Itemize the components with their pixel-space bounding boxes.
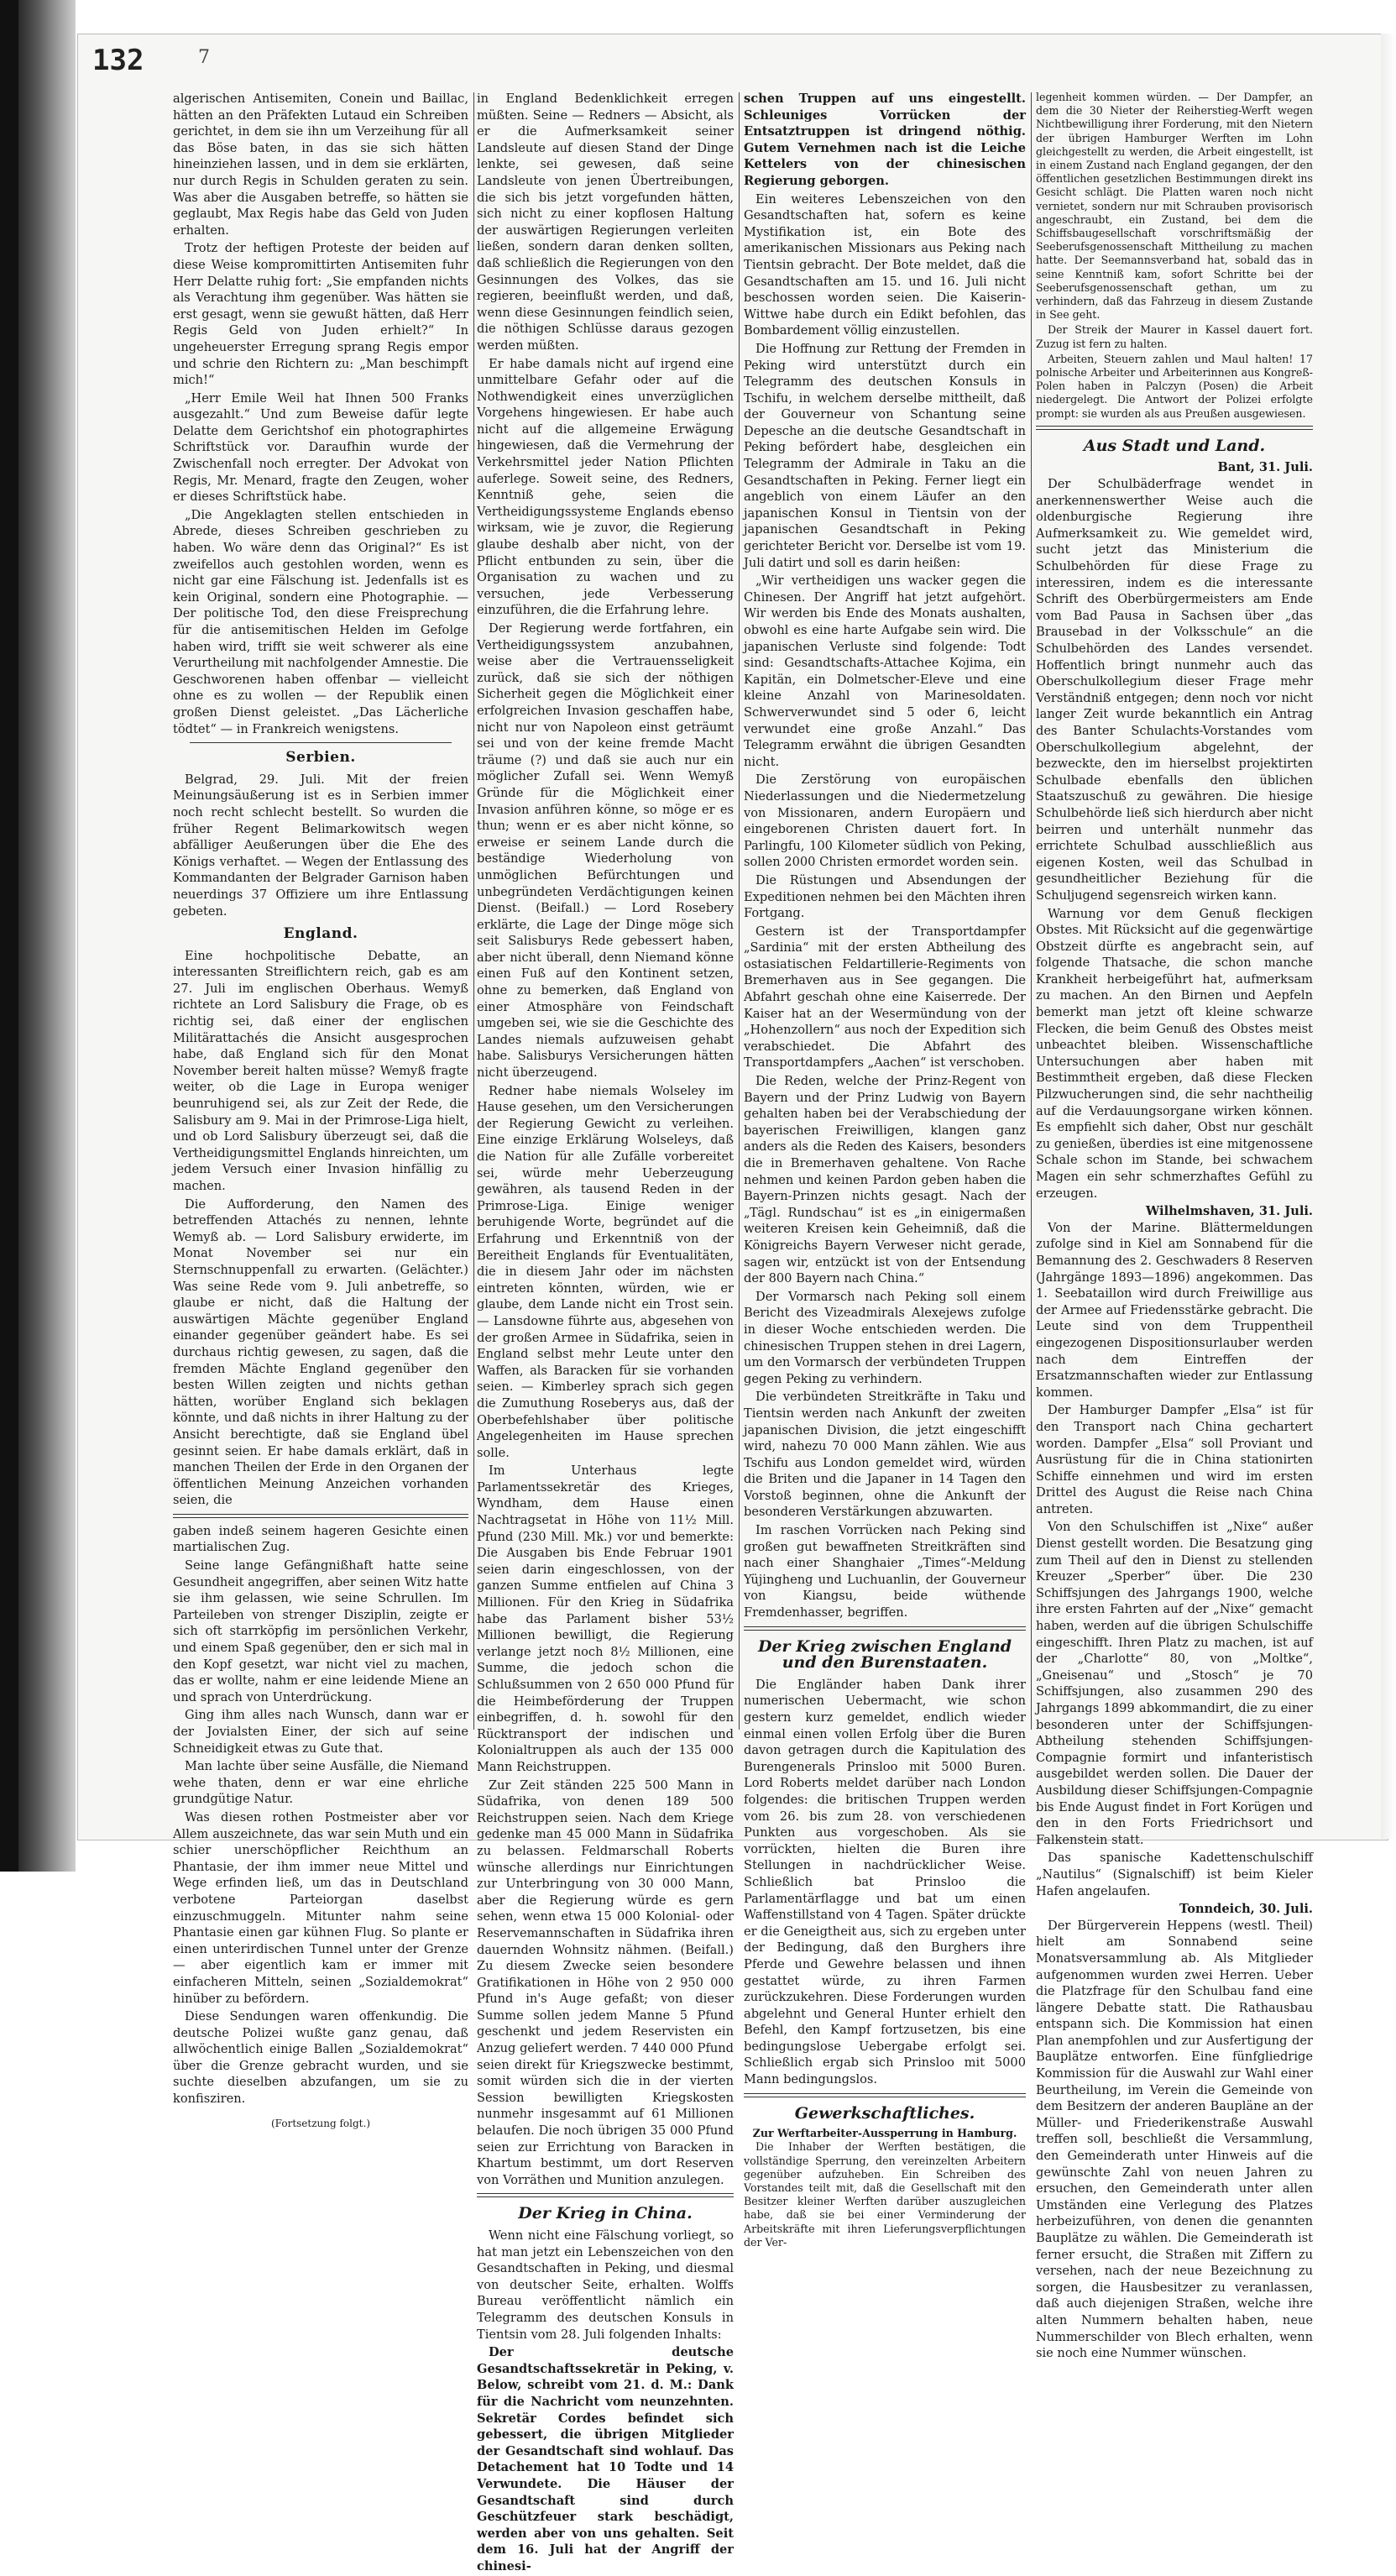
article-paragraph: „Wir vertheidigen uns wacker gegen die Chinesen. Der Angriff hat jetzt aufgehört. Wir werden bis Ende des Monats aushalten, obwohl es eine harte Aufgabe sein wird. Die japanischen Verluste sind folgende: Todt sind: Gesandtschafts-Attachee Kojima, ein Kapitän, ein Dolmetscher-Eleve und eine kleine Anzahl von Marinesoldaten. Schwerverwundet sind 5 oder 6, leicht verwundet eine große Anzahl.“ Das Telegramm erwähnt die übrigen Gesandten nicht. bbox=[744, 573, 1026, 769]
feuilleton-paragraph: gaben indeß seinem hageren Gesichte einen martialischen Zug. bbox=[173, 1523, 468, 1555]
book-binding bbox=[18, 0, 76, 1872]
column-rule bbox=[473, 92, 474, 1730]
page-mark: 7 bbox=[198, 47, 210, 68]
section-heading-boer-war: Der Krieg zwischen England und den Burenstaaten. bbox=[757, 1636, 1012, 1673]
column-4 bbox=[1036, 91, 1313, 2364]
article-paragraph: Der Schulbäderfrage wendet in anerkennenswerther Weise auch die oldenburgische Regierung ihre Aufmerksamkeit zu. Wie gemeldet wird, sucht jetzt das Ministerium die Schulbehörden für diese Frage zu interessiren, indem es die interessante Schrift des Oberbürgermeisters am Ende vom Bad Pausa in Sachsen über „das Brausebad in der Volksschule“ an die Schulbehörden des Landes versendet. Hoffentlich bringt nunmehr auch das Oberschulkollegium dieser Frage mehr Verständniß entgegen; denn noch vor nicht langer Zeit wurde bekanntlich ein Antrag des Banter Schulachts-Vorstandes vom Oberschulkollegium abgelehnt, der bezweckte, den im hierselbst projektirten Schulbade ebenfalls den üblichen Staatszuschuß zu gewähren. Die hiesige Schulbehörde ließ sich hierdurch aber nicht beirren und unterhält nunmehr das errichtete Schulbad ausschließlich aus eigenen Kosten, weil das Schulbad in gesundheitlicher Beziehung für die Schuljugend segensreich wirken kann. bbox=[1036, 477, 1313, 903]
telegram-paragraph: Der deutsche Gesandtschaftssekretär in Peking, v. Below, schreibt vom 21. d. M.: Dank für die Nachricht vom neunzehnten. Sekretär Cordes befindet sich gebessert, die übrigen Mitglieder der Gesandtschaft sind wohlauf. Das Detachement hat 10 Todte und 14 Verwundete. Die Häuser der Gesandtschaft sind durch Geschützfeuer stark beschädigt, werden aber von uns gehalten. Seit dem 16. Juli hat der Angriff der chinesi- bbox=[477, 2345, 734, 2573]
section-divider bbox=[190, 742, 452, 743]
dateline: Tonndeich, 30. Juli. bbox=[1179, 1902, 1313, 1917]
telegram-paragraph: schen Truppen auf uns eingestellt. Schleuniges Vorrücken der Entsatztruppen ist dringend nöthig. Gutem Vernehmen nach ist die Leiche Kettelers von der chinesischen Regierung geborgen. bbox=[744, 92, 1026, 188]
scan-border bbox=[0, 0, 18, 1872]
feuilleton-paragraph: Was diesen rothen Postmeister aber vor Allem auszeichnete, das war sein Muth und ein schier unerschöpflicher Reichthum an Phantasie, der ihm immer neue Mittel und Wege erfinden ließ, um das in Deutschland verbotene Parteiorgan daselbst einzuschmuggeln. Mitunter nahm seine Phantasie einen gar kühnen Flug. So plante er einen unterirdischen Tunnel unter der Grenze — aber eigentlich kam er immer mit einfacheren Mitteln, seinen „Sozialdemokrat“ hinüber zu befördern. bbox=[173, 1809, 468, 2006]
article-paragraph: Ein weiteres Lebenszeichen von den Gesandtschaften hat, sofern es keine Mystifikation ist, ein Bote des amerikanischen Missionars aus Peking nach Tientsin gebracht. Der Bote meldet, daß die Gesandtschaften am 15. und 16. Juli nicht beschossen worden seien. Die Kaiserin-Wittwe habe durch ein Edikt befohlen, das Bombardement völlig einzustellen. bbox=[744, 191, 1026, 338]
article-paragraph: Die Aufforderung, den Namen des betreffenden Attachés zu nennen, lehnte Wemyß ab. — Lord Salisbury erwiderte, im Monat November sei nur ein Sternschnuppenfall zu erwarten. (Gelächter.) Was seine Rede vom 9. Juli anbetreffe, so glaube er nicht, daß die Haltung der auswärtigen Mächte gegenüber England einander gegenüber geändert habe. Es sei durchaus richtig gewesen, zu sagen, daß die fremden Mächte England gegenüber den besten Willen zeigten und nichts gethan hätten, worüber England sich beklagen könnte, und daß nichts in ihrer Haltung zu der Ansicht berechtigte, daß sie England übel gesinnt seien. Er habe damals erklärt, daß in manchen Theilen der Erde in den Organen der öffentlichen Meinung Anzeichen vorhanden seien, die bbox=[173, 1196, 468, 1508]
feuilleton-paragraph: Ging ihm alles nach Wunsch, dann war er der Jovialsten Einer, der sich auf seine Schneidigkeit etwas zu Gute that. bbox=[173, 1708, 468, 1756]
section-heading-gewerkschaftliches: Gewerkschaftliches. bbox=[794, 2103, 975, 2123]
article-paragraph: Im Unterhaus legte Parlamentssekretär des Krieges, Wyndham, dem Hause einen Nachtragsetat in Höhe von 11½ Mill. Pfund (230 Mill. Mk.) vor und bemerkte: Die Ausgaben bis Ende Februar 1901 seien darin eingeschlossen, von der ganzen Summe entfielen auf China 3 Millionen. Für den Krieg in Südafrika habe das Parlament bisher 53½ Millionen bewilligt, die Regierung verlange jetzt noch 8½ Millionen, eine Summe, die jedoch schon die Schlußsummen von 2 650 000 Pfund für die Heimbeförderung der Truppen einbegriffen, d. h. sowohl für den Rücktransport der indischen und Kolonialtruppen als auch der 135 000 Mann Reichstruppen. bbox=[477, 1463, 734, 1774]
article-paragraph: in England Bedenklichkeit erregen müßten. Seine — Redners — Absicht, als er die Aufmerksamkeit seiner Landsleute auf diesen Stand der Dinge lenkte, sei gewesen, daß seine Landsleute von jenen Übertreibungen, die sich bis jetzt vorgefunden hätten, sich nicht zu einer kopflosen Haltung der auswärtigen Regierungen verleiten ließen, sondern daran denken sollten, daß schließlich die Regierungen von den Gesinnungen des Volkes, das sie regieren, beeinflußt werden, und daß, wenn diese Gesinnungen feindlich seien, die nöthigen Schlüsse daraus gezogen werden müßten. bbox=[477, 92, 734, 353]
article-paragraph: Von der Marine. Blättermeldungen zufolge sind in Kiel am Sonnabend für die Bemannung des 2. Geschwaders 8 Reserven (Jahrgänge 1893—1896) angekommen. Das 1. Seebataillon wird durch Freiwillige aus der Armee auf Friedensstärke gebracht. Die Leute sind von dem Truppentheil eingezogenen Dispositionsurlauber werden nach dem Eintreffen der Ersatzmannschaften wieder zur Entlassung kommen. bbox=[1036, 1220, 1313, 1400]
feuilleton-divider bbox=[173, 1514, 468, 1518]
section-heading-serbien: Serbien. bbox=[285, 749, 356, 767]
article-paragraph: Die Hoffnung zur Rettung der Fremden in Peking wird unterstützt durch ein Telegramm des deutschen Konsuls in Tschifu, in welchem derselbe mittheilt, daß der Gouverneur von Schantung seine Depesche an die deutsche Gesandtschaft in Peking befördert habe, desgleichen ein Telegramm der Admirale in Taku an die Gesandtschaften in Peking. Ferner liegt ein angeblich von einem Läufer an den japanischen Konsul in Tientsin von der japanischen Gesandtschaft in Peking gerichteter Bericht vor. Derselbe ist vom 19. Juli datirt und soll es darin heißen: bbox=[744, 341, 1026, 570]
article-paragraph: Zur Zeit ständen 225 500 Mann in Südafrika, von denen 189 500 Reichstruppen seien. Nach dem Kriege gedenke man 45 000 Mann in Südafrika zu belassen. Feldmarschall Roberts wünsche allerdings nur Einrichtungen zur Unterbringung von 30 000 Mann, aber die Regierung würde es gern sehen, wenn etwa 15 000 Kolonial- oder Reservemannschaften in Südafrika ihren dauernden Wohnsitz nähmen. (Beifall.) Zu diesem Zwecke seien besondere Gratifikationen in Höhe von 2 950 000 Pfund in's Auge gefaßt; von dieser Summe sollen jedem Manne 5 Pfund geschenkt und jedem Reservisten ein Anzug geliefert werden. 7 440 000 Pfund seien direkt für Kriegszwecke bestimmt, somit würden sich die in der vierten Session bewilligten Kriegskosten nunmehr insgesammt auf 61 Millionen belaufen. Die noch übrigen 35 000 Pfund seien zur Errichtung von Baracken in Khartum bestimmt, um dort Reserven von Vorräthen und Munition anzulegen. bbox=[477, 1778, 734, 2187]
article-paragraph: „Herr Emile Weil hat Ihnen 500 Franks ausgezahlt.“ Und zum Beweise dafür legte Delatte dem Gerichtshof ein photographirtes Schriftstück vor. Daraufhin wurde der Zwischenfall noch erregter. Der Advokat von Regis, Mr. Menard, fragte den Zeugen, woher er dieses Schriftstück habe. bbox=[173, 390, 468, 505]
dateline: Wilhelmshaven, 31. Juli. bbox=[1145, 1204, 1313, 1219]
article-paragraph: Warnung vor dem Genuß fleckigen Obstes. Mit Rücksicht auf die gegenwärtige Obstzeit dürfte es angebracht sein, auf folgende Thatsache, die schon manche Krankheit herbeigeführt hat, aufmerksam zu machen. An den Birnen und Aepfeln bemerkt man jetzt oft kleine schwarze Flecken, die beim Genuß des Obstes meist unbeachtet bleiben. Wissenschaftliche Untersuchungen aber haben mit Bestimmtheit ergeben, daß diese Flecken Pilzwucherungen sind, die sehr nachtheilig auf die Verdauungsorgane wirken können. Es empfiehlt sich daher, Obst nur geschält zu genießen, überdies ist eine mitgenossene Schale schon im Stande, bei schwachem Magen ein sehr schmerzhaftes Gefühl zu erzeugen. bbox=[1036, 906, 1313, 1201]
column-3 bbox=[744, 91, 1026, 2251]
column-rule bbox=[739, 92, 740, 1730]
subheading: Zur Werftarbeiter-Aussperrung in Hamburg. bbox=[752, 2127, 1017, 2140]
page-edge bbox=[1381, 34, 1396, 1839]
article-paragraph: Eine hochpolitische Debatte, an interessanten Streiflichtern reich, gab es am 27. Juli im englischen Oberhaus. Wemyß richtete an Lord Salisbury die Frage, ob es richtig sei, daß einer der englischen Militärattachés die Ansicht ausgesprochen habe, daß England sich für den Monat November bereit halten müsse? Wemyß fragte weiter, ob die Lage in Europa weniger beunruhigend sei, als zur Zeit der Rede, die Salisbury am 9. Mai in der Primrose-Liga hielt, und ob Lord Salisbury überzeugt sei, daß die Vertheidigungsmittel Englands hinreichten, um jedem Versuch einer Invasion hinfällig zu machen. bbox=[173, 948, 468, 1193]
article-paragraph: Gestern ist der Transportdampfer „Sardinia“ mit der ersten Abtheilung des ostasiatischen Feldartillerie-Regiments von Bremerhaven aus in See gegangen. Die Abfahrt geschah ohne eine Kaiserrede. Der Kaiser hat an der Wesermündung von der „Hohenzollern“ aus noch der Expedition sich verabschiedet. Die Abfahrt des Transportdampfers „Aachen“ ist verschoben. bbox=[744, 924, 1026, 1071]
article-paragraph: Die Reden, welche der Prinz-Regent von Bayern und der Prinz Ludwig von Bayern gehalten haben bei der Verabschiedung der bayerischen Freiwilligen, klangen ganz anders als die Reden des Kaisers, besonders die in Bremerhaven gehaltene. Von Rache nehmen und keinen Pardon geben haben die Bayern-Prinzen nichts gesagt. Nach der „Tägl. Rundschau“ ist es „in einigermaßen weiteren Kreisen kein Geheimniß, daß die Königreichs Bayern Verweser nicht gerade, sagen wir, entzückt ist von der Entsendung der 800 Bayern nach China.“ bbox=[744, 1074, 1026, 1286]
article-paragraph: Von den Schulschiffen ist „Nixe“ außer Dienst gestellt worden. Die Besatzung ging zum Theil auf den in Dienst zu stellenden Kreuzer „Sperber“ über. Die 230 Schiffsjungen des Jahrgangs 1900, welche ihre ersten Fahrten auf der „Nixe“ gemacht haben, werden auf die übrigen Schulschiffe eingeschifft. Ihren Platz zu machen, ist auf der „Charlotte“ 80, von „Moltke“, „Gneisenau“ und „Stosch“ je 70 Schiffsjungen, also zusammen 290 des Jahrgangs 1899 abkommandirt, die zu einer besonderen unter der Schiffsjungen-Abtheilung stehenden Schiffsjungen-Compagnie formirt und infanteristisch ausgebildet werden sollen. Die Dauer der Ausbildung dieser Schiffsjungen-Compagnie bis Ende August findet in Fort Korügen und den in den Forts Friedrichsort und Falkenstein statt. bbox=[1036, 1520, 1313, 1847]
column-rule bbox=[1031, 92, 1032, 1730]
section-divider bbox=[744, 2093, 1026, 2097]
article-paragraph: Der Streik der Maurer in Kassel dauert fort. Zuzug ist fern zu halten. bbox=[1036, 323, 1313, 350]
section-heading-stadt-land: Aus Stadt und Land. bbox=[1083, 436, 1266, 455]
article-paragraph: Wenn nicht eine Fälschung vorliegt, so hat man jetzt ein Lebenszeichen von den Gesandtschaften in Peking, und diesmal von deutscher Seite, erhalten. Wolffs Bureau veröffentlicht nämlich ein Telegramm des deutschen Konsuls in Tientsin vom 28. Juli folgenden Inhalts: bbox=[477, 2228, 734, 2342]
article-paragraph: Trotz der heftigen Proteste der beiden auf diese Weise kompromittirten Antisemiten fuhr Herr Delatte ruhig fort: „Sie empfanden nichts als Verachtung ihm gegenüber. Was hätten sie erst gesagt, wenn sie gewußt hätten, daß Herr Regis Geld von Juden erhielt?“ In ungeheuerster Erregung sprang Regis empor und schrie den Richtern zu: „Man beschimpft mich!“ bbox=[173, 241, 468, 388]
article-paragraph: Die verbündeten Streitkräfte in Taku und Tientsin werden nach Ankunft der zweiten japanischen Division, die jetzt eingeschifft wird, nahezu 70 000 Mann zählen. Wie aus Tschifu aus London gemeldet wird, würden die Briten und die Japaner in 14 Tagen den Vorstoß beginnen, ohne die Ankunft der besonderen Verstärkungen abzuwarten. bbox=[744, 1390, 1026, 1520]
article-paragraph: Das spanische Kadettenschulschiff „Nautilus“ (Signalschiff) ist beim Kieler Hafen angelaufen. bbox=[1036, 1851, 1313, 1898]
section-heading-england: England. bbox=[283, 925, 358, 943]
continued-note: (Fortsetzung folgt.) bbox=[271, 2117, 370, 2129]
article-paragraph: Der Bürgerverein Heppens (westl. Theil) hielt am Sonnabend seine Monatsversammlung ab. Als Mitglieder aufgenommen wurden zwei Herren. Ueber die Platzfrage für den Schulbau fand eine längere Debatte statt. Die Rathausbau entspann sich. Die Kommission hat einen Plan anempfohlen und zur Ausfertigung der Bauplätze entworfen. Eine fünfgliedrige Kommission für die Auswahl zur Wahl einer Beurtheilung, im Verein die Gemeinde von dem Besitzern der anderen Baupläne an der Müller- und Friederikenstraße Auswahl treffen soll, beschließt die Versammlung, den Gemeinderath unter Hinweis auf die gewünschte Zahl von neuen Jahren zu ersuchen, den Gemeinderath unter allen Umständen eine Verlegung des Platzes herbeizuführen, von denen die genannten Bauplätze zu wählen. Die Gemeinderath ist ferner ersucht, die Straßen mit Ziffern zu versehen, nach der neue Bezeichnung zu sorgen, die Hausbesitzer zu veranlassen, daß auch diejenigen Straßen, welche ihre alten Nummern behalten haben, neue Nummerschilder von Blech erhalten, wenn sie noch eine Nummer wünschen. bbox=[1036, 1918, 1313, 2361]
article-paragraph: Die Zerstörung von europäischen Niederlassungen und die Niedermetzelung von Missionaren, andern Europäern und eingeborenen Christen dauert fort. In Parlingfu, 100 Kilometer südlich von Peking, sollen 2000 Christen ermordet worden sein. bbox=[744, 772, 1026, 870]
feuilleton-paragraph: Diese Sendungen waren offenkundig. Die deutsche Polizei wußte ganz genau, daß allwöchentlich einige Ballen „Sozialdemokrat“ über die Grenze gebracht wurden, und sie suchte dieselben abzufangen, um sie zu konfisziren. bbox=[173, 2009, 468, 2107]
article-paragraph: Belgrad, 29. Juli. Mit der freien Meinungsäußerung ist es in Serbien immer noch recht schlecht bestellt. So wurden die früher Regent Belimarkowitsch wegen abfälliger Aeußerungen über die Ehe des Königs verhaftet. — Wegen der Entlassung des Kommandanten der Belgrader Garnison haben neuerdings 37 Offiziere um ihre Entlassung gebeten. bbox=[173, 772, 468, 919]
article-paragraph: Redner habe niemals Wolseley im Hause gesehen, um den Versicherungen der Regierung Gewicht zu verleihen. Eine einzige Erklärung Wolseleys, daß die Nation für alle Zufälle vorbereitet sei, würde mehr Ueberzeugung gewähren, als tausend Reden in der Primrose-Liga. Einige weniger beruhigende Worte, begründet auf die Erfahrung und Erkenntniß von der Bereitheit Englands für Eventualitäten, die in diesem Jahr oder im nächsten eintreten könnten, würden, wie er glaube, dem Lande nicht ein Trost sein. — Lansdowne führte aus, abgesehen von der großen Armee in Südafrika, seien in England selbst mehr Leute unter den Waffen, als Baracken für sie vorhanden seien. — Kimberley sprach sich gegen die Zumuthung Roseberys aus, daß der Oberbefehlshaber über politische Angelegenheiten im Hause sprechen solle. bbox=[477, 1083, 734, 1460]
article-paragraph: „Die Angeklagten stellen entschieden in Abrede, dieses Schreiben geschrieben zu haben. Wo wäre denn das Original?“ Es ist zweifellos auch gestohlen worden, wenn es nicht gar eine Fälschung ist. Jedenfalls ist es kein Original, sondern eine Photographie. — Der politische Tod, den diese Freisprechung für die antisemitischen Helden im Gefolge haben wird, trifft sie weit schwerer als eine Verurtheilung mit nachfolgender Amnestie. Die Geschworenen haben offenbar — vielleicht ohne es zu wollen — der Republik einen großen Dienst geleistet. „Das Lächerliche tödtet“ — in Frankreich wenigstens. bbox=[173, 507, 468, 736]
feuilleton-paragraph: Seine lange Gefängnißhaft hatte seine Gesundheit angegriffen, aber seinen Witz hatte sie ihm gelassen, wie seine Schrullen. Im Parteileben von strenger Disziplin, zeigte er sich oft starrköpfig im persönlichen Verkehr, und einem Spaß gegenüber, den er sich mal in den Kopf gesetzt, war nicht viel zu machen, das er wollte, nahm er eine leidende Miene an und sprach von Unterdrückung. bbox=[173, 1558, 468, 1704]
article-paragraph: Im raschen Vorrücken nach Peking sind großen gut bewaffneten Streitkräften sind nach einer Shanghaier „Times“-Meldung Yüjingheng und Luchuanlin, der Gouverneur von Kiangsu, beide wüthende Fremdenhasser, begriffen. bbox=[744, 1523, 1026, 1620]
article-paragraph: Der Hamburger Dampfer „Elsa“ ist für den Transport nach China gechartert worden. Dampfer „Elsa“ soll Proviant und Ausrüstung für die in China stationirten Schiffe einnehmen und wird im ersten Drittel des August die Reise nach China antreten. bbox=[1036, 1403, 1313, 1516]
article-paragraph: algerischen Antisemiten, Conein und Baillac, hätten an den Präfekten Lutaud ein Schreiben gerichtet, in dem sie ihn um Verzeihung für all das Böse baten, in das sie sich hätten hineinziehen lassen, und in dem sie erklärten, nur durch Regis in Schulden geraten zu sein. Was aber die Ausgaben betreffe, so hätten sie geglaubt, Max Regis habe das Geld von Juden erhalten. bbox=[173, 92, 468, 238]
article-paragraph: legenheit kommen würden. — Der Dampfer, an dem die 30 Nieter der Reiherstieg-Werft wegen Nichtbewilligung ihrer Forderung, mit den Nietern der übrigen Hamburger Werften im Lohn gleichgestellt zu werden, die Arbeit eingestellt, ist in einem Zustand nach England gegangen, der den öffentlichen gesetzlichen Bestimmungen direkt ins Gesicht schlägt. Die Platten waren noch nicht vernietet, sondern nur mit Schrauben provisorisch angeschraubt, ein Zustand, bei dem die Schiffsbaugesellschaft vorschriftsmäßig der Seeberufsgenossenschaft Mittheilung zu machen hatte. Der Seemannsverband hat, sobald das in seine Kenntniß kam, sofort Schritte bei der Seeberufsgenossenschaft gethan, um zu verhindern, daß das Fahrzeug in diesem Zustande in See geht. bbox=[1036, 91, 1313, 322]
article-paragraph: Er habe damals nicht auf irgend eine unmittelbare Gefahr oder auf die Nothwendigkeit eines unverzüglichen Vorgehens hingewiesen. Er habe auch nicht auf die allgemeine Erwägung hingewiesen, daß die Vermehrung der Verkehrsmittel jeder Nation Pflichten auferlege. Soweit seine, des Redners, Kenntniß gehe, seien die Vertheidigungssysteme Englands ebenso wirksam, wie je zuvor, die Regierung glaube deshalb aber nicht, von der Pflicht entbunden zu sein, über die Organisation zu wachen und zu versuchen, jede Verbesserung einzuführen, die die Erfahrung lehre. bbox=[477, 356, 734, 618]
article-paragraph: Die Engländer haben Dank ihrer numerischen Uebermacht, wie schon gestern kurz gemeldet, endlich wieder einmal einen vollen Erfolg über die Buren davon getragen durch die Kapitulation des Burengenerals Prinsloo mit 5000 Buren. Lord Roberts meldet darüber nach London folgendes: die britischen Truppen werden vom 26. bis zum 28. von verschiedenen Punkten aus vorgeschoben. Als sie vorrückten, hielten die Buren ihre Stellungen in nachdrücklicher Weise. Schließlich bat Prinsloo die Parlamentärflagge und bat um einen Waffenstillstand von 4 Tagen. Später drückte er die Geneigtheit aus, sich zu ergeben unter der Bedingung, daß den Burghers ihre Pferde und Gewehre belassen und ihnen gestattet würde, zu ihren Farmen zurückzukehren. Diese Forderungen wurden abgelehnt und General Hunter erhielt den Befehl, den Kampf fortzusetzen, bis eine bedingungslose Uebergabe erfolgt sei. Schließlich ergab sich Prinsloo mit 5000 Mann bedingungslos. bbox=[744, 1677, 1026, 2087]
column-1 bbox=[173, 91, 468, 2132]
section-heading-china: Der Krieg in China. bbox=[518, 2204, 693, 2223]
section-divider bbox=[477, 2193, 734, 2197]
article-paragraph: Arbeiten, Steuern zahlen und Maul halten! 17 polnische Arbeiter und Arbeiterinnen aus Kongreß-Polen haben in Palczyn (Posen) die Arbeit niedergelegt. Die Antwort der Polizei erfolgte prompt: sie wurden als aus Preußen ausgewiesen. bbox=[1036, 352, 1313, 420]
article-paragraph: Der Vormarsch nach Peking soll einem Bericht des Vizeadmirals Alexejews zufolge in dieser Woche entschieden werden. Die chinesischen Truppen stehen in drei Lagern, um den Vormarsch der verbündeten Truppen gegen Peking zu verhindern. bbox=[744, 1289, 1026, 1386]
section-divider bbox=[744, 1626, 1026, 1631]
page-number: 132 bbox=[92, 44, 144, 77]
article-paragraph: Die Inhaber der Werften bestätigen, die vollständige Sperrung, den vereinzelten Arbeitern gegenüber aufzuheben. Ein Schreiben des Vorstandes teilt mit, daß die Gesellschaft mit den Besitzer kleiner Werften darüber auszugleichen habe, daß sie bei einer Verminderung der Arbeitskräfte mit ihren Lieferungsverpflichtungen der Ver- bbox=[744, 2140, 1026, 2249]
dateline: Bant, 31. Juli. bbox=[1217, 460, 1313, 475]
article-paragraph: Der Regierung werde fortfahren, ein Vertheidigungssystem anzubahnen, weise aber die Vertrauensseligkeit zurück, daß sie sich der nöthigen Sicherheit gegen die Möglichkeit einer erfolgreichen Invasion geschaffen habe, nicht nur von Napoleon einst geträumt sei und von der keine fremde Macht träume (?) und daß sie auch nur ein möglicher Zufall sei. Wenn Wemyß Gründe für die Möglichkeit einer Invasion anführen könne, so möge er es thun; wenn er es aber nicht könne, so erweise er seinem Lande durch die beständige Wiederholung von unmöglichen Befürchtungen und unbegründeten Verdächtigungen keinen Dienst. (Beifall.) — Lord Rosebery erklärte, die Lage der Dinge möge sich seit Salisburys Rede gebessert haben, aber nicht überall, denn Niemand könne einen Fuß auf den Kontinent setzen, ohne zu bemerken, daß England von einer Atmosphäre von Feindschaft umgeben sei, wie sie die Geschichte des Landes niemals aufzuweisen gehabt habe. Salisburys Versicherungen hätten nicht überzeugend. bbox=[477, 621, 734, 1081]
feuilleton-paragraph: Man lachte über seine Ausfälle, die Niemand wehe thaten, denn er war eine ehrliche grundgütige Natur. bbox=[173, 1759, 468, 1807]
section-divider bbox=[1036, 426, 1313, 430]
column-2 bbox=[477, 91, 734, 2576]
article-paragraph: Die Rüstungen und Absendungen der Expeditionen nehmen bei den Mächten ihren Fortgang. bbox=[744, 872, 1026, 921]
